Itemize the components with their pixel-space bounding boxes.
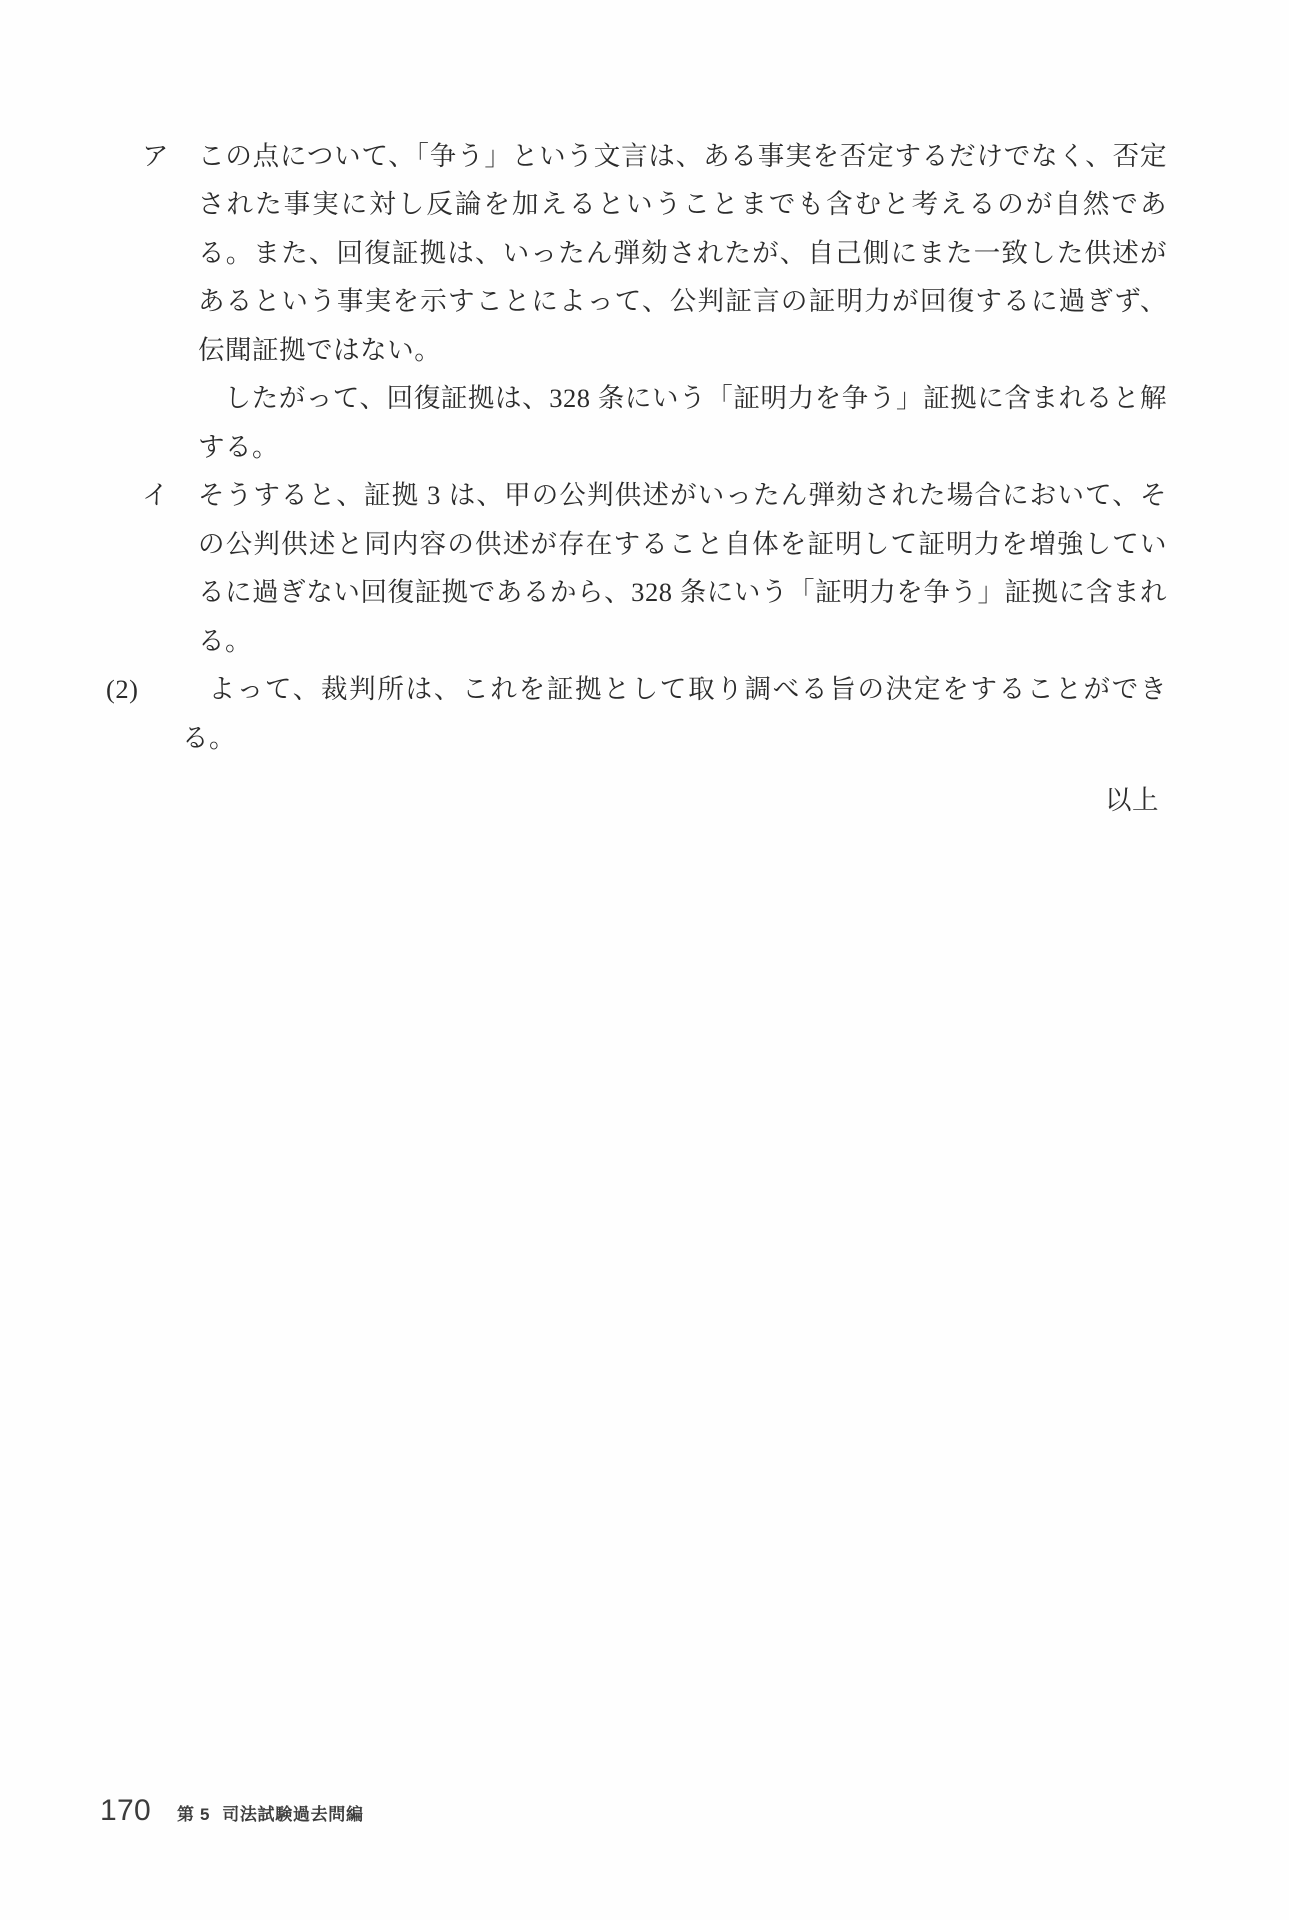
paragraph-marker-2: (2)	[106, 674, 139, 705]
paragraph-i	[142, 471, 1167, 665]
paragraph-conclusion-a	[142, 374, 1167, 471]
page-footer	[100, 1794, 364, 1828]
closing-mark: 以上	[1104, 785, 1159, 816]
paragraph-marker-i: イ	[142, 480, 170, 511]
footer-section-label: 第 5	[176, 1805, 211, 1824]
paragraph-text-conclusion-a: したがって、回復証拠は、328 条にいう「証明力を争う」証拠に含まれると解する。	[198, 383, 1167, 462]
paragraph-text-i: そうすると、証拠 3 は、甲の公判供述がいったん弾劾された場合において、その公判供述と同内容の供述が存在すること自体を証明して証明力を増強しているに過ぎない回復証拠であるから、328 条にいう「証明力を争う」証拠に含まれる。	[198, 480, 1167, 656]
paragraph-a	[142, 132, 1167, 374]
paragraph-marker-a: ア	[142, 141, 170, 171]
paragraph-2	[106, 665, 1167, 762]
footer-title-label: 司法試験過去問編	[222, 1805, 364, 1824]
document-body	[106, 132, 1167, 817]
page-number: 170	[100, 1794, 151, 1827]
paragraph-text-2: よって、裁判所は、これを証拠として取り調べる旨の決定をすることができる。	[182, 674, 1167, 753]
paragraph-text-a: この点について、「争う」という文言は、ある事実を否定するだけでなく、否定された事実に対し反論を加えるということまでも含むと考えるのが自然である。また、回復証拠は、いったん弾劾されたが、自己側にまた一致した供述があるという事実を示すことによって、公判証言の証明力が回復するに過ぎず、伝聞証拠ではない。	[198, 141, 1167, 365]
